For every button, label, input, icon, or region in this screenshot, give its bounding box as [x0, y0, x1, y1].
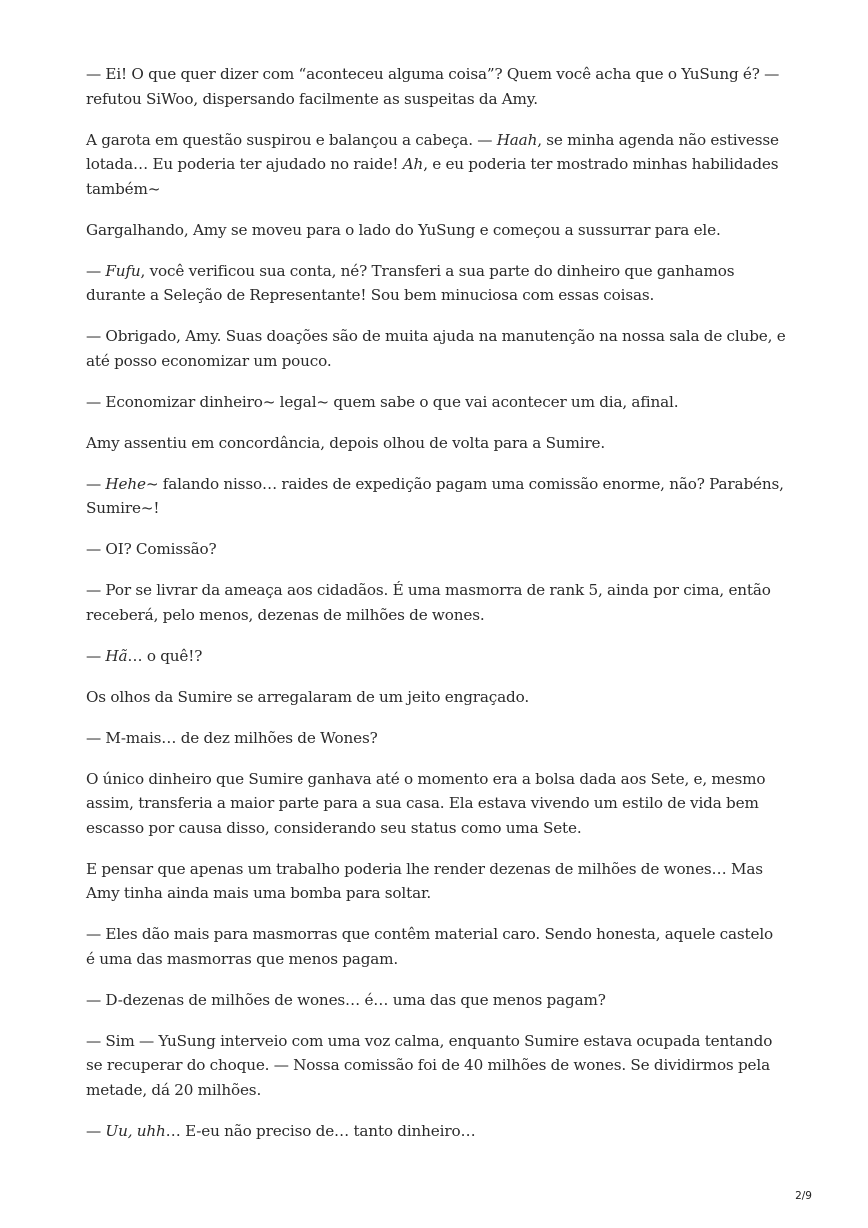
italic-text: Ah [402, 155, 424, 173]
paragraph [86, 431, 786, 456]
paragraph [86, 259, 786, 308]
text-run: — M-mais… de dez milhões de Wones? [86, 728, 378, 747]
text-run: E pensar que apenas um trabalho poderia lhe render dezenas de milhões de wones… Mas Amy tinha ainda mais uma bomba para soltar. [86, 859, 763, 902]
text-run: — OI? Comissão? [86, 540, 217, 558]
italic-text: Uu, uhh [105, 1121, 166, 1140]
paragraph [86, 324, 786, 373]
italic-text: Haah [496, 130, 538, 149]
paragraph [86, 128, 786, 202]
page-number: 2/9 [795, 1190, 812, 1202]
text-run: — Eles dão mais para masmorras que contêm material caro. Sendo honesta, aquele castelo é uma das masmorras que menos pagam. [86, 925, 774, 968]
text-run: … E-eu não preciso de… tanto dinheiro… [165, 1121, 476, 1140]
text-run: Gargalhando, Amy se moveu para o lado do YuSung e começou a sussurrar para ele. [86, 220, 721, 239]
paragraph [86, 390, 786, 415]
text-run: , e eu poderia ter mostrado minhas habilidades também~ [86, 155, 779, 198]
paragraph [86, 1119, 786, 1144]
italic-text: Hã [105, 646, 128, 665]
paragraph [86, 767, 786, 841]
text-run: Os olhos da Sumire se arregalaram de um jeito engraçado. [86, 687, 530, 706]
paragraph [86, 1029, 786, 1103]
paragraph [86, 685, 786, 710]
text-run: — Obrigado, Amy. Suas doações são de muita ajuda na manutenção na nossa sala de clube, e até posso economizar um pouco. [86, 327, 786, 370]
text-run: Amy assentiu em concordância, depois olhou de volta para a Sumire. [86, 433, 606, 452]
text-run: — [86, 646, 106, 665]
paragraph [86, 218, 786, 243]
text-run: ~ falando nisso… raides de expedição pagam uma comissão enorme, não? Parabéns, Sumire~! [86, 474, 784, 517]
italic-text: Fufu [105, 261, 141, 280]
text-run: — Sim — YuSung interveio com uma voz calma, enquanto Sumire estava ocupada tentando se recuperar do choque. — Nossa comissão foi de 40 milhões de wones. Se dividirmos pela metade, dá 20 milhões. [86, 1031, 773, 1099]
text-run: — [86, 1121, 106, 1140]
text-run: — [86, 474, 106, 493]
paragraph [86, 472, 786, 521]
text-run: O único dinheiro que Sumire ganhava até o momento era a bolsa dada aos Sete, e, mesmo assim, transferia a maior parte para a sua casa. Ela estava vivendo um estilo de vida bem escasso por causa disso, considerando seu status como uma Sete. [86, 769, 766, 837]
text-run: — [86, 261, 106, 280]
text-run: — Por se livrar da ameaça aos cidadãos. É uma masmorra de rank 5, ainda por cima, então receberá, pelo menos, dezenas de milhões de wones. [86, 581, 771, 624]
paragraph [86, 857, 786, 906]
text-run: — Ei! O que quer dizer com “aconteceu alguma coisa”? Quem você acha que o YuSung é? — refutou SiWoo, dispersando facilmente as suspeitas da Amy. [86, 65, 780, 108]
document-body [86, 62, 786, 1160]
italic-text: Hehe [105, 474, 146, 493]
text-run: , você verificou sua conta, né? Transferi a sua parte do dinheiro que ganhamos durante a Seleção de Representante! Sou bem minuciosa com essas coisas. [86, 261, 735, 304]
paragraph [86, 644, 786, 669]
paragraph [86, 726, 786, 751]
paragraph [86, 62, 786, 111]
text-run: A garota em questão suspirou e balançou a cabeça. — [86, 130, 497, 149]
paragraph [86, 988, 786, 1013]
paragraph [86, 537, 786, 562]
paragraph [86, 922, 786, 971]
text-run: — Economizar dinheiro~ legal~ quem sabe o que vai acontecer um dia, afinal. [86, 392, 679, 411]
text-run: — D-dezenas de milhões de wones… é… uma das que menos pagam? [86, 990, 606, 1009]
paragraph [86, 578, 786, 627]
text-run: … o quê!? [127, 646, 203, 665]
text-run: , se minha agenda não estivesse lotada… Eu poderia ter ajudado no raide! [86, 130, 779, 173]
